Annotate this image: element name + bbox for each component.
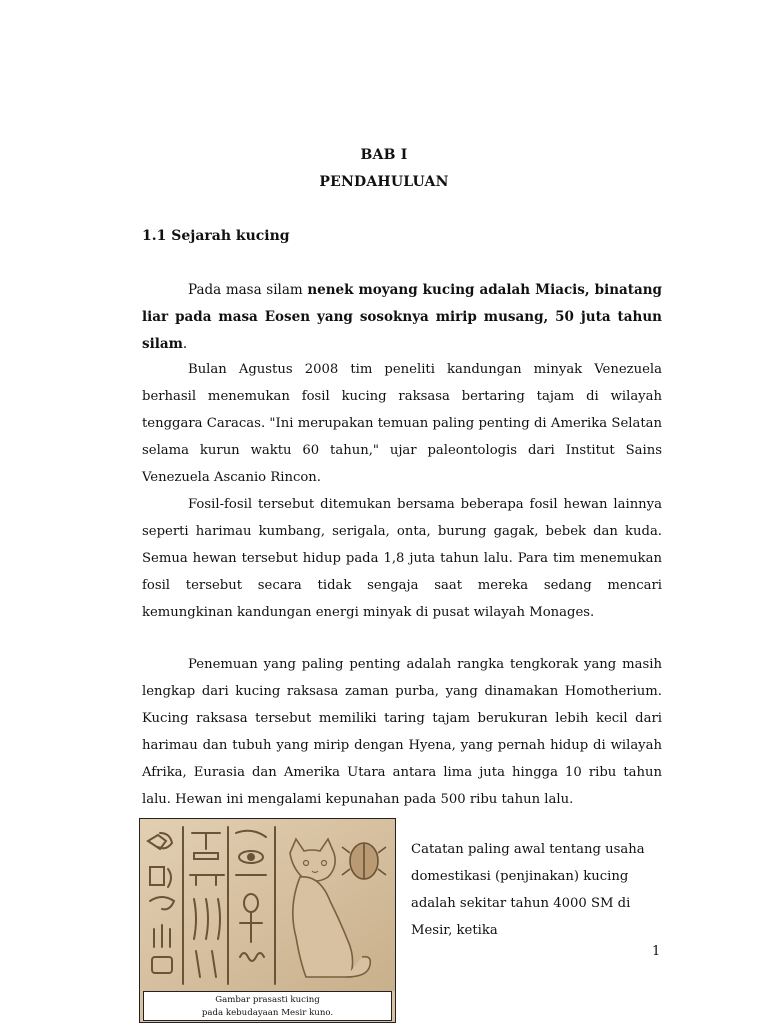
paragraph-4-text: Penemuan yang paling penting adalah rangka tengkorak yang masih lengkap dari kucing raksasa zaman purba, yang dinamakan Homotherium. Kucing raksasa tersebut memiliki taring tajam berukuran lebih kecil dari harimau dan tubuh yang mirip dengan Hyena, yang pernah hidup di wilayah Afrika, Eurasia dan Amerika Utara antara lima juta hingga 10 ribu tahun lalu. Hewan ini mengalami kepunahan pada 500 ribu tahun lalu.	[142, 657, 662, 807]
figure-caption-line-2: pada kebudayaan Mesir kuno.	[201, 1008, 334, 1018]
section-title: 1.1 Sejarah kucing	[142, 228, 290, 244]
paragraph-5: Catatan paling awal tentang usaha domestikasi (penjinakan) kucing adalah sekitar tahun 4000 SM di Mesir, ketika	[411, 842, 645, 938]
paragraph-1-bold: nenek moyang kucing adalah Miacis, binatang liar pada masa Eosen yang sosoknya mirip musang, 50 juta tahun silam	[142, 282, 662, 352]
hieroglyph-relief-image	[140, 819, 395, 991]
paragraph-4	[142, 651, 662, 813]
page-number: 1	[652, 944, 661, 959]
paragraph-2-text: Bulan Agustus 2008 tim peneliti kandungan minyak Venezuela berhasil menemukan fosil kucing raksasa bertaring tajam di wilayah tenggara Caracas. "Ini merupakan temuan paling penting di Amerika Selatan selama kurun waktu 60 tahun," ujar paleontologis dari Institut Sains Venezuela Ascanio Rincon.	[142, 362, 662, 485]
paragraph-1-tail: .	[182, 336, 188, 352]
figure-caption-line-1: Gambar prasasti kucing	[215, 995, 320, 1005]
paragraph-3	[142, 491, 662, 626]
figure-caption	[143, 991, 392, 1021]
chapter-label: BAB I	[360, 147, 408, 163]
paragraph-3-text: Fosil-fosil tersebut ditemukan bersama beberapa fosil hewan lainnya seperti harimau kumbang, serigala, onta, burung gagak, bebek dan kuda. Semua hewan tersebut hidup pada 1,8 juta tahun lalu. Para tim menemukan fosil tersebut secara tidak sengaja saat mereka sedang mencari kemungkinan kandungan energi minyak di pusat wilayah Monages.	[142, 497, 662, 620]
paragraph-1	[142, 277, 662, 358]
paragraph-1-lead: Pada masa silam	[188, 282, 308, 298]
egyptian-cat-relief-figure	[139, 818, 396, 1023]
paragraph-2	[142, 356, 662, 491]
chapter-title: PENDAHULUAN	[319, 174, 449, 190]
